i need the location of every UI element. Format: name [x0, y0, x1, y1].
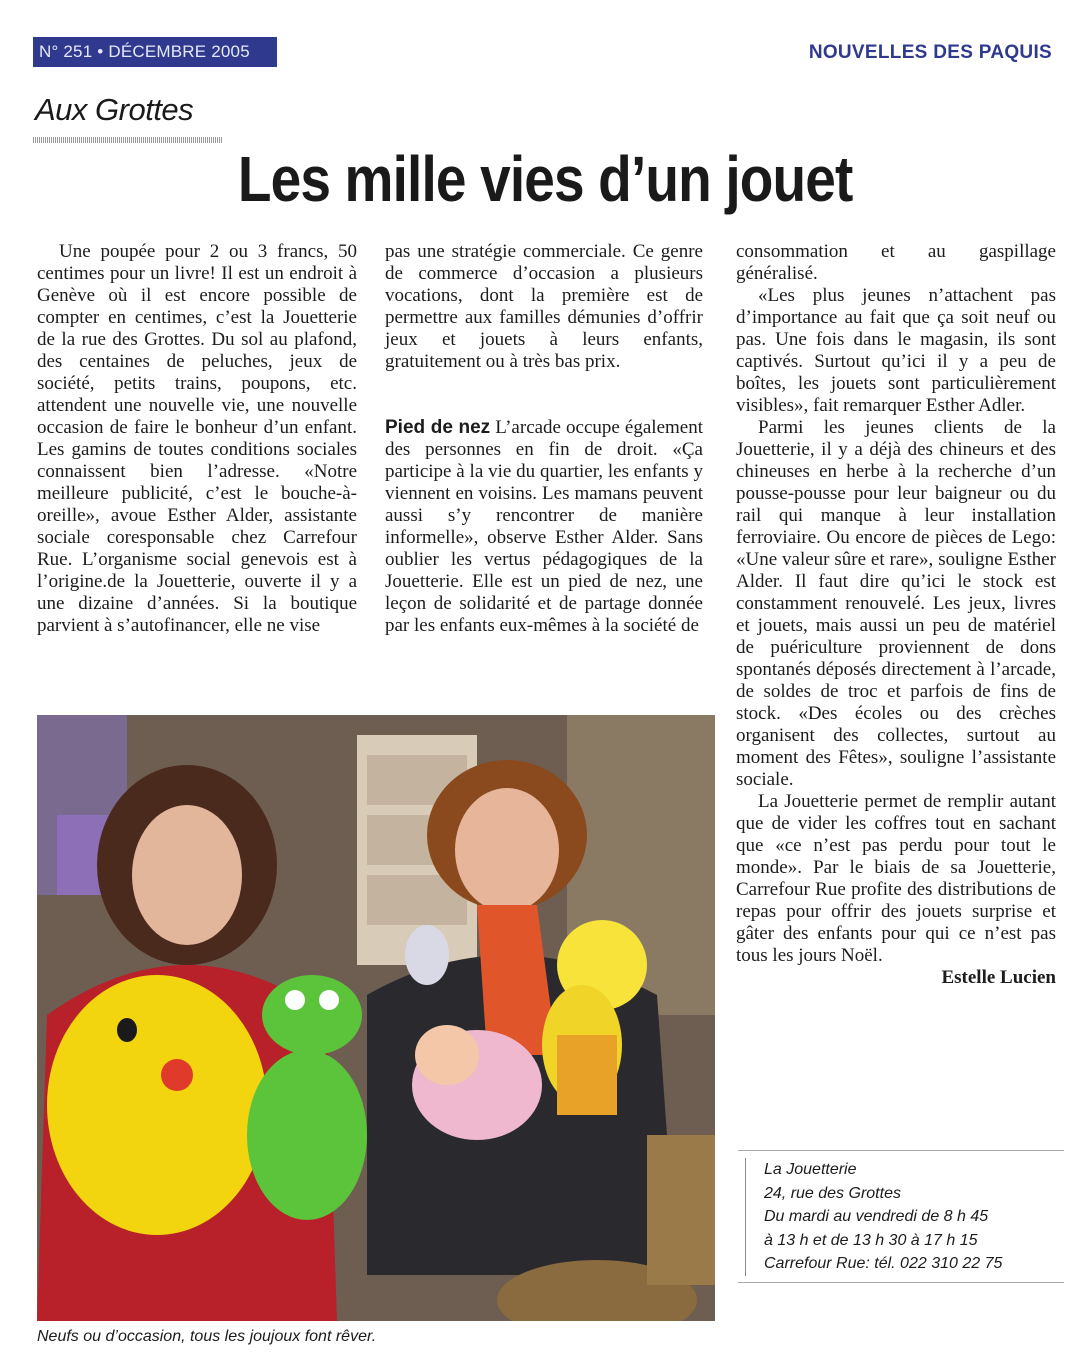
article-column-2 [385, 241, 703, 637]
paragraph: Une poupée pour 2 ou 3 francs, 50 centimes pour un livre! Il est un endroit à Genève où il est encore possible de compter en centimes, c’est la Jouetterie de la rue des Grottes. Du sol au plafond, des centaines de peluches, jeux de société, petits trains, poupons, etc. attendent une nouvelle vie, une nouvelle occasion de faire le bonheur d’un enfant. Les gamins de toutes conditions sociales connaissent bien l’adresse. «Notre meilleure publicité, c’est le bouche-à-oreille», avoue Esther Alder, assistante sociale coresponsable chez Carrefour Rue. L’organisme social genevois est à l’origine.de la Jouetterie, ouverte il y a une dizaine d’années. Si la boutique parvient à s’autofinancer, elle ne vise [37, 241, 357, 636]
paragraph: consommation et au gaspillage généralisé. [736, 241, 1056, 284]
info-line: Carrefour Rue: tél. 022 310 22 75 [764, 1255, 1003, 1272]
paragraph: La Jouetterie permet de remplir autant que de vider les coffres tout en sachant que «ce n’est pas perdu pour tout le monde». Par le biais de sa Jouetterie, Carrefour Rue profite des distributions de repas pour offrir des jouets surprise et gâter des enfants pour qui ce n’est pas tous les jours Noël. [736, 791, 1056, 966]
paragraph-with-subhead [385, 417, 703, 637]
paragraph: «Les plus jeunes n’attachent pas d’importance au fait que ça soit neuf ou pas. Une fois dans le magasin, ils sont captivés. Surtout qu’ici il y a peu de boîtes, les jouets sont particulièrement visibles», fait remarquer Esther Adler. [736, 285, 1056, 416]
info-line: 24, rue des Grottes [764, 1184, 901, 1202]
article-column-1 [37, 241, 357, 637]
issue-banner: N° 251 • DÉCEMBRE 2005 [33, 37, 277, 67]
paragraph-text: L’arcade occupe également des personnes en fin de droit. «Ça participe à la vie du quartier, les enfants y viennent en voisins. Les mamans peuvent aussi s’y rencontrer de manière informelle», observe Esther Alder. Sans oublier les vertus pédagogiques de la Jouetterie. Elle est un pied de nez, une leçon de solidarité et de partage donnée par les enfants eux-mêmes à la société de [385, 417, 703, 636]
infobox-rule-bottom [738, 1282, 1064, 1283]
paragraph: Parmi les jeunes clients de la Jouetterie, il y a déjà des chineurs et des chineuses en herbe à la recherche d’un pousse-pousse pour leur baigneur ou du rail qui manque à leur installation ferroviaire. Ou encore de pièces de Lego: «Une valeur sûre et rare», souligne Esther Alder. Il faut dire qu’ici le stock est constamment renouvelé. Les jeux, livres et jouets, mais aussi un peu de matériel de puériculture proviennent de dons spontanés déposés directement à l’arcade, de soldes de troc et parfois de fins de stock. «Des écoles ou des crèches organisent des collectes, surtout au moment des Fêtes», souligne l’assistante sociale. [736, 417, 1056, 790]
headline: Les mille vies d’un jouet [237, 143, 853, 215]
subhead: Pied de nez [385, 417, 491, 438]
info-line: La Jouetterie [764, 1161, 857, 1178]
photo-illustration [37, 715, 715, 1321]
photo-caption: Neufs ou d’occasion, tous les joujoux font rêver. [37, 1328, 377, 1345]
section-label: Aux Grottes [35, 92, 194, 127]
article-photo [37, 715, 715, 1321]
publication-name: NOUVELLES DES PAQUIS [808, 42, 1052, 63]
article-column-3 [736, 241, 1056, 989]
info-line: Du mardi au vendredi de 8 h 45 [764, 1208, 989, 1225]
paragraph: pas une stratégie commerciale. Ce genre de commerce d’occasion a plusieurs vocations, dont la première est de permettre aux familles démunies d’offrir jeux et jouets à leurs enfants, gratuitement ou à très bas prix. [385, 241, 703, 372]
author-byline: Estelle Lucien [941, 967, 1056, 988]
info-box [745, 1158, 1064, 1276]
info-line: à 13 h et de 13 h 30 à 17 h 15 [764, 1231, 978, 1249]
infobox-rule-top [738, 1150, 1064, 1151]
